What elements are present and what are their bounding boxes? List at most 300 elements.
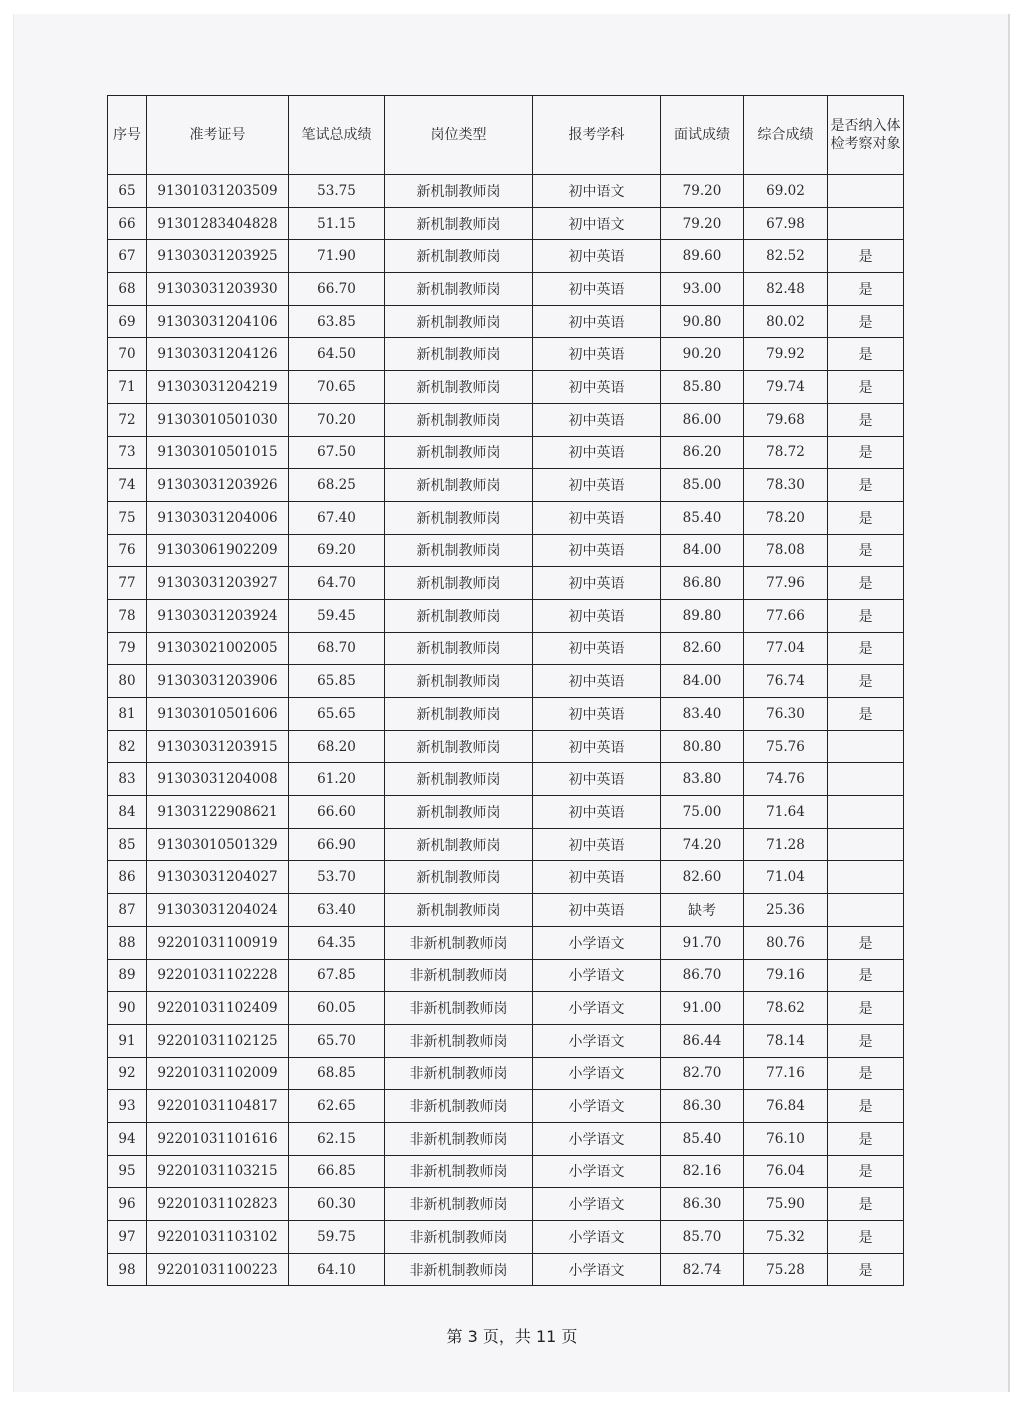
cell-exam-check: 是	[828, 599, 904, 632]
table-row	[108, 567, 904, 600]
table-row	[108, 828, 904, 861]
cell-interview-score: 86.70	[661, 959, 744, 992]
cell-interview-score: 91.70	[661, 926, 744, 959]
cell-written-score: 62.65	[289, 1090, 385, 1123]
cell-interview-score: 85.80	[661, 371, 744, 404]
cell-post-type: 新机制教师岗	[385, 501, 533, 534]
cell-interview-score: 90.80	[661, 305, 744, 338]
cell-interview-score: 82.74	[661, 1253, 744, 1286]
cell-written-score: 65.85	[289, 665, 385, 698]
table-row	[108, 207, 904, 240]
header-post-type: 岗位类型	[385, 96, 533, 175]
cell-post-type: 非新机制教师岗	[385, 1122, 533, 1155]
header-subject: 报考学科	[533, 96, 661, 175]
cell-index: 93	[108, 1090, 147, 1123]
results-table	[107, 95, 904, 1286]
cell-exam-id: 91303031203906	[147, 665, 289, 698]
cell-interview-score: 79.20	[661, 207, 744, 240]
table-row	[108, 338, 904, 371]
cell-exam-check: 是	[828, 926, 904, 959]
cell-total-score: 76.10	[744, 1122, 828, 1155]
cell-interview-score: 83.40	[661, 698, 744, 731]
cell-interview-score: 89.80	[661, 599, 744, 632]
cell-total-score: 75.76	[744, 730, 828, 763]
cell-subject: 初中英语	[533, 501, 661, 534]
cell-post-type: 新机制教师岗	[385, 665, 533, 698]
cell-exam-check: 是	[828, 240, 904, 273]
results-table-container	[107, 95, 903, 1286]
cell-exam-check: 是	[828, 338, 904, 371]
cell-interview-score: 86.44	[661, 1024, 744, 1057]
cell-post-type: 新机制教师岗	[385, 240, 533, 273]
cell-post-type: 新机制教师岗	[385, 305, 533, 338]
cell-total-score: 82.48	[744, 273, 828, 306]
header-exam-check: 是否纳入体检考察对象	[828, 96, 904, 175]
table-row	[108, 665, 904, 698]
cell-index: 72	[108, 403, 147, 436]
cell-index: 89	[108, 959, 147, 992]
cell-subject: 初中英语	[533, 828, 661, 861]
cell-exam-id: 91303010501015	[147, 436, 289, 469]
cell-index: 80	[108, 665, 147, 698]
header-row	[108, 96, 904, 175]
cell-exam-check: 是	[828, 1090, 904, 1123]
cell-written-score: 66.90	[289, 828, 385, 861]
cell-subject: 初中英语	[533, 469, 661, 502]
cell-total-score: 77.04	[744, 632, 828, 665]
cell-exam-check: 是	[828, 1221, 904, 1254]
cell-index: 82	[108, 730, 147, 763]
cell-index: 96	[108, 1188, 147, 1221]
cell-total-score: 79.16	[744, 959, 828, 992]
cell-exam-check: 是	[828, 469, 904, 502]
cell-total-score: 71.64	[744, 796, 828, 829]
table-row	[108, 763, 904, 796]
cell-written-score: 71.90	[289, 240, 385, 273]
cell-exam-id: 91303021002005	[147, 632, 289, 665]
cell-total-score: 75.32	[744, 1221, 828, 1254]
cell-index: 81	[108, 698, 147, 731]
table-row	[108, 632, 904, 665]
cell-post-type: 新机制教师岗	[385, 828, 533, 861]
cell-exam-id: 91303031203925	[147, 240, 289, 273]
cell-subject: 初中英语	[533, 371, 661, 404]
cell-total-score: 78.72	[744, 436, 828, 469]
cell-post-type: 新机制教师岗	[385, 207, 533, 240]
table-row	[108, 861, 904, 894]
cell-exam-id: 91303031203930	[147, 273, 289, 306]
cell-exam-check: 是	[828, 665, 904, 698]
cell-total-score: 78.14	[744, 1024, 828, 1057]
cell-index: 86	[108, 861, 147, 894]
cell-written-score: 70.65	[289, 371, 385, 404]
cell-index: 91	[108, 1024, 147, 1057]
cell-exam-check	[828, 828, 904, 861]
cell-total-score: 78.08	[744, 534, 828, 567]
cell-post-type: 非新机制教师岗	[385, 1188, 533, 1221]
cell-index: 98	[108, 1253, 147, 1286]
cell-exam-check: 是	[828, 534, 904, 567]
cell-written-score: 51.15	[289, 207, 385, 240]
table-row	[108, 305, 904, 338]
cell-total-score: 78.62	[744, 992, 828, 1025]
cell-written-score: 64.10	[289, 1253, 385, 1286]
cell-written-score: 64.70	[289, 567, 385, 600]
cell-post-type: 新机制教师岗	[385, 338, 533, 371]
cell-subject: 初中英语	[533, 730, 661, 763]
cell-written-score: 60.30	[289, 1188, 385, 1221]
cell-index: 85	[108, 828, 147, 861]
cell-post-type: 新机制教师岗	[385, 599, 533, 632]
cell-index: 88	[108, 926, 147, 959]
cell-exam-id: 91301031203509	[147, 175, 289, 208]
header-total-score: 综合成绩	[744, 96, 828, 175]
cell-interview-score: 86.00	[661, 403, 744, 436]
cell-exam-check: 是	[828, 436, 904, 469]
cell-interview-score: 82.60	[661, 632, 744, 665]
cell-total-score: 74.76	[744, 763, 828, 796]
cell-exam-check: 是	[828, 632, 904, 665]
cell-exam-id: 92201031103215	[147, 1155, 289, 1188]
cell-exam-check: 是	[828, 501, 904, 534]
cell-index: 71	[108, 371, 147, 404]
cell-interview-score: 85.70	[661, 1221, 744, 1254]
table-row	[108, 698, 904, 731]
cell-interview-score: 85.00	[661, 469, 744, 502]
cell-written-score: 68.85	[289, 1057, 385, 1090]
cell-exam-id: 91303010501606	[147, 698, 289, 731]
cell-exam-check	[828, 175, 904, 208]
cell-total-score: 75.28	[744, 1253, 828, 1286]
cell-exam-id: 91303031203927	[147, 567, 289, 600]
table-row	[108, 1188, 904, 1221]
cell-interview-score: 86.30	[661, 1188, 744, 1221]
cell-post-type: 非新机制教师岗	[385, 926, 533, 959]
cell-written-score: 53.75	[289, 175, 385, 208]
cell-written-score: 67.50	[289, 436, 385, 469]
cell-index: 90	[108, 992, 147, 1025]
table-row	[108, 599, 904, 632]
cell-total-score: 76.04	[744, 1155, 828, 1188]
cell-written-score: 66.85	[289, 1155, 385, 1188]
cell-total-score: 77.96	[744, 567, 828, 600]
cell-exam-id: 91303122908621	[147, 796, 289, 829]
cell-exam-check	[828, 207, 904, 240]
cell-subject: 初中英语	[533, 599, 661, 632]
cell-index: 74	[108, 469, 147, 502]
cell-total-score: 67.98	[744, 207, 828, 240]
cell-subject: 初中英语	[533, 338, 661, 371]
cell-post-type: 非新机制教师岗	[385, 992, 533, 1025]
cell-exam-id: 91303031203924	[147, 599, 289, 632]
cell-exam-id: 92201031102125	[147, 1024, 289, 1057]
cell-interview-score: 84.00	[661, 534, 744, 567]
cell-exam-id: 92201031102228	[147, 959, 289, 992]
cell-written-score: 62.15	[289, 1122, 385, 1155]
cell-index: 94	[108, 1122, 147, 1155]
cell-exam-check: 是	[828, 992, 904, 1025]
cell-interview-score: 86.20	[661, 436, 744, 469]
cell-written-score: 69.20	[289, 534, 385, 567]
cell-written-score: 63.40	[289, 894, 385, 927]
cell-exam-check: 是	[828, 1155, 904, 1188]
cell-index: 87	[108, 894, 147, 927]
header-interview-score: 面试成绩	[661, 96, 744, 175]
cell-post-type: 新机制教师岗	[385, 730, 533, 763]
cell-exam-id: 91303010501329	[147, 828, 289, 861]
cell-exam-check	[828, 763, 904, 796]
cell-written-score: 67.40	[289, 501, 385, 534]
cell-subject: 初中英语	[533, 698, 661, 731]
cell-subject: 小学语文	[533, 992, 661, 1025]
cell-subject: 初中英语	[533, 632, 661, 665]
cell-total-score: 78.20	[744, 501, 828, 534]
cell-post-type: 非新机制教师岗	[385, 1221, 533, 1254]
table-row	[108, 469, 904, 502]
cell-exam-check: 是	[828, 273, 904, 306]
cell-post-type: 新机制教师岗	[385, 567, 533, 600]
cell-post-type: 非新机制教师岗	[385, 1253, 533, 1286]
cell-written-score: 64.35	[289, 926, 385, 959]
cell-index: 92	[108, 1057, 147, 1090]
cell-interview-score: 90.20	[661, 338, 744, 371]
cell-post-type: 非新机制教师岗	[385, 959, 533, 992]
cell-index: 76	[108, 534, 147, 567]
table-row	[108, 959, 904, 992]
cell-total-score: 25.36	[744, 894, 828, 927]
cell-index: 73	[108, 436, 147, 469]
cell-exam-check: 是	[828, 698, 904, 731]
cell-interview-score: 91.00	[661, 992, 744, 1025]
cell-exam-id: 91303031203915	[147, 730, 289, 763]
cell-index: 77	[108, 567, 147, 600]
cell-interview-score: 缺考	[661, 894, 744, 927]
cell-written-score: 59.45	[289, 599, 385, 632]
cell-exam-id: 91303031204106	[147, 305, 289, 338]
cell-subject: 初中英语	[533, 894, 661, 927]
cell-index: 66	[108, 207, 147, 240]
page-number: 第 3 页，共 11 页	[446, 1327, 578, 1346]
cell-post-type: 新机制教师岗	[385, 469, 533, 502]
cell-subject: 初中语文	[533, 207, 661, 240]
table-row	[108, 1024, 904, 1057]
cell-subject: 初中英语	[533, 240, 661, 273]
cell-written-score: 59.75	[289, 1221, 385, 1254]
cell-index: 69	[108, 305, 147, 338]
cell-written-score: 66.60	[289, 796, 385, 829]
cell-post-type: 非新机制教师岗	[385, 1057, 533, 1090]
cell-post-type: 新机制教师岗	[385, 175, 533, 208]
cell-index: 78	[108, 599, 147, 632]
cell-written-score: 67.85	[289, 959, 385, 992]
cell-total-score: 71.28	[744, 828, 828, 861]
cell-index: 79	[108, 632, 147, 665]
cell-subject: 初中英语	[533, 305, 661, 338]
cell-subject: 小学语文	[533, 926, 661, 959]
cell-interview-score: 80.80	[661, 730, 744, 763]
table-row	[108, 1090, 904, 1123]
cell-total-score: 71.04	[744, 861, 828, 894]
cell-written-score: 66.70	[289, 273, 385, 306]
cell-subject: 小学语文	[533, 1024, 661, 1057]
cell-exam-check: 是	[828, 1188, 904, 1221]
cell-post-type: 新机制教师岗	[385, 861, 533, 894]
cell-post-type: 新机制教师岗	[385, 403, 533, 436]
cell-interview-score: 84.00	[661, 665, 744, 698]
table-row	[108, 1253, 904, 1286]
cell-index: 67	[108, 240, 147, 273]
table-row	[108, 926, 904, 959]
cell-written-score: 64.50	[289, 338, 385, 371]
table-body	[108, 175, 904, 1286]
cell-post-type: 新机制教师岗	[385, 894, 533, 927]
cell-index: 84	[108, 796, 147, 829]
cell-exam-check	[828, 861, 904, 894]
cell-written-score: 53.70	[289, 861, 385, 894]
cell-exam-id: 91303031204024	[147, 894, 289, 927]
cell-interview-score: 85.40	[661, 1122, 744, 1155]
cell-subject: 小学语文	[533, 1188, 661, 1221]
table-header	[108, 96, 904, 175]
cell-exam-id: 92201031102009	[147, 1057, 289, 1090]
cell-index: 75	[108, 501, 147, 534]
cell-post-type: 非新机制教师岗	[385, 1090, 533, 1123]
cell-subject: 小学语文	[533, 1253, 661, 1286]
cell-written-score: 65.70	[289, 1024, 385, 1057]
cell-post-type: 非新机制教师岗	[385, 1155, 533, 1188]
cell-subject: 小学语文	[533, 1090, 661, 1123]
table-row	[108, 1155, 904, 1188]
cell-post-type: 新机制教师岗	[385, 698, 533, 731]
cell-post-type: 新机制教师岗	[385, 371, 533, 404]
cell-exam-id: 92201031101616	[147, 1122, 289, 1155]
table-row	[108, 992, 904, 1025]
cell-exam-id: 91303010501030	[147, 403, 289, 436]
cell-interview-score: 82.16	[661, 1155, 744, 1188]
cell-total-score: 80.02	[744, 305, 828, 338]
cell-interview-score: 86.80	[661, 567, 744, 600]
table-row	[108, 1122, 904, 1155]
cell-exam-check: 是	[828, 1253, 904, 1286]
cell-subject: 小学语文	[533, 959, 661, 992]
cell-subject: 初中英语	[533, 861, 661, 894]
cell-written-score: 60.05	[289, 992, 385, 1025]
cell-subject: 小学语文	[533, 1122, 661, 1155]
cell-exam-id: 92201031100223	[147, 1253, 289, 1286]
cell-written-score: 68.25	[289, 469, 385, 502]
cell-interview-score: 83.80	[661, 763, 744, 796]
cell-exam-check: 是	[828, 305, 904, 338]
table-row	[108, 403, 904, 436]
cell-total-score: 76.30	[744, 698, 828, 731]
table-row	[108, 371, 904, 404]
table-row	[108, 534, 904, 567]
cell-subject: 初中英语	[533, 436, 661, 469]
cell-index: 70	[108, 338, 147, 371]
cell-index: 68	[108, 273, 147, 306]
cell-post-type: 新机制教师岗	[385, 273, 533, 306]
cell-index: 95	[108, 1155, 147, 1188]
table-row	[108, 240, 904, 273]
table-row	[108, 894, 904, 927]
cell-index: 97	[108, 1221, 147, 1254]
cell-total-score: 82.52	[744, 240, 828, 273]
cell-exam-id: 92201031100919	[147, 926, 289, 959]
cell-exam-id: 91303061902209	[147, 534, 289, 567]
cell-exam-check: 是	[828, 1057, 904, 1090]
table-row	[108, 796, 904, 829]
table-row	[108, 436, 904, 469]
cell-exam-id: 92201031104817	[147, 1090, 289, 1123]
cell-total-score: 77.16	[744, 1057, 828, 1090]
cell-total-score: 79.92	[744, 338, 828, 371]
cell-interview-score: 79.20	[661, 175, 744, 208]
cell-interview-score: 85.40	[661, 501, 744, 534]
cell-exam-id: 91303031204006	[147, 501, 289, 534]
header-exam-id: 准考证号	[147, 96, 289, 175]
cell-exam-check: 是	[828, 567, 904, 600]
cell-exam-check	[828, 894, 904, 927]
header-written-score: 笔试总成绩	[289, 96, 385, 175]
cell-interview-score: 89.60	[661, 240, 744, 273]
cell-subject: 小学语文	[533, 1057, 661, 1090]
table-row	[108, 1221, 904, 1254]
cell-interview-score: 93.00	[661, 273, 744, 306]
cell-exam-id: 91303031204008	[147, 763, 289, 796]
cell-total-score: 79.74	[744, 371, 828, 404]
cell-exam-id: 91303031204219	[147, 371, 289, 404]
cell-post-type: 新机制教师岗	[385, 534, 533, 567]
cell-exam-check: 是	[828, 403, 904, 436]
cell-exam-id: 92201031102823	[147, 1188, 289, 1221]
header-index: 序号	[108, 96, 147, 175]
cell-exam-check: 是	[828, 371, 904, 404]
cell-total-score: 76.84	[744, 1090, 828, 1123]
cell-post-type: 新机制教师岗	[385, 796, 533, 829]
cell-post-type: 新机制教师岗	[385, 436, 533, 469]
cell-subject: 初中英语	[533, 567, 661, 600]
cell-written-score: 65.65	[289, 698, 385, 731]
cell-exam-check	[828, 796, 904, 829]
cell-interview-score: 82.70	[661, 1057, 744, 1090]
cell-subject: 小学语文	[533, 1155, 661, 1188]
cell-written-score: 68.20	[289, 730, 385, 763]
table-row	[108, 501, 904, 534]
cell-subject: 初中英语	[533, 403, 661, 436]
cell-interview-score: 74.20	[661, 828, 744, 861]
cell-exam-check: 是	[828, 1024, 904, 1057]
cell-exam-check: 是	[828, 959, 904, 992]
cell-total-score: 69.02	[744, 175, 828, 208]
cell-interview-score: 86.30	[661, 1090, 744, 1123]
cell-exam-id: 92201031103102	[147, 1221, 289, 1254]
cell-subject: 初中语文	[533, 175, 661, 208]
table-row	[108, 273, 904, 306]
cell-post-type: 非新机制教师岗	[385, 1024, 533, 1057]
cell-written-score: 63.85	[289, 305, 385, 338]
cell-subject: 小学语文	[533, 1221, 661, 1254]
cell-index: 83	[108, 763, 147, 796]
table-row	[108, 730, 904, 763]
table-row	[108, 1057, 904, 1090]
cell-subject: 初中英语	[533, 763, 661, 796]
cell-interview-score: 75.00	[661, 796, 744, 829]
cell-written-score: 68.70	[289, 632, 385, 665]
cell-total-score: 76.74	[744, 665, 828, 698]
cell-total-score: 79.68	[744, 403, 828, 436]
cell-exam-id: 91303031204027	[147, 861, 289, 894]
cell-exam-id: 91303031204126	[147, 338, 289, 371]
